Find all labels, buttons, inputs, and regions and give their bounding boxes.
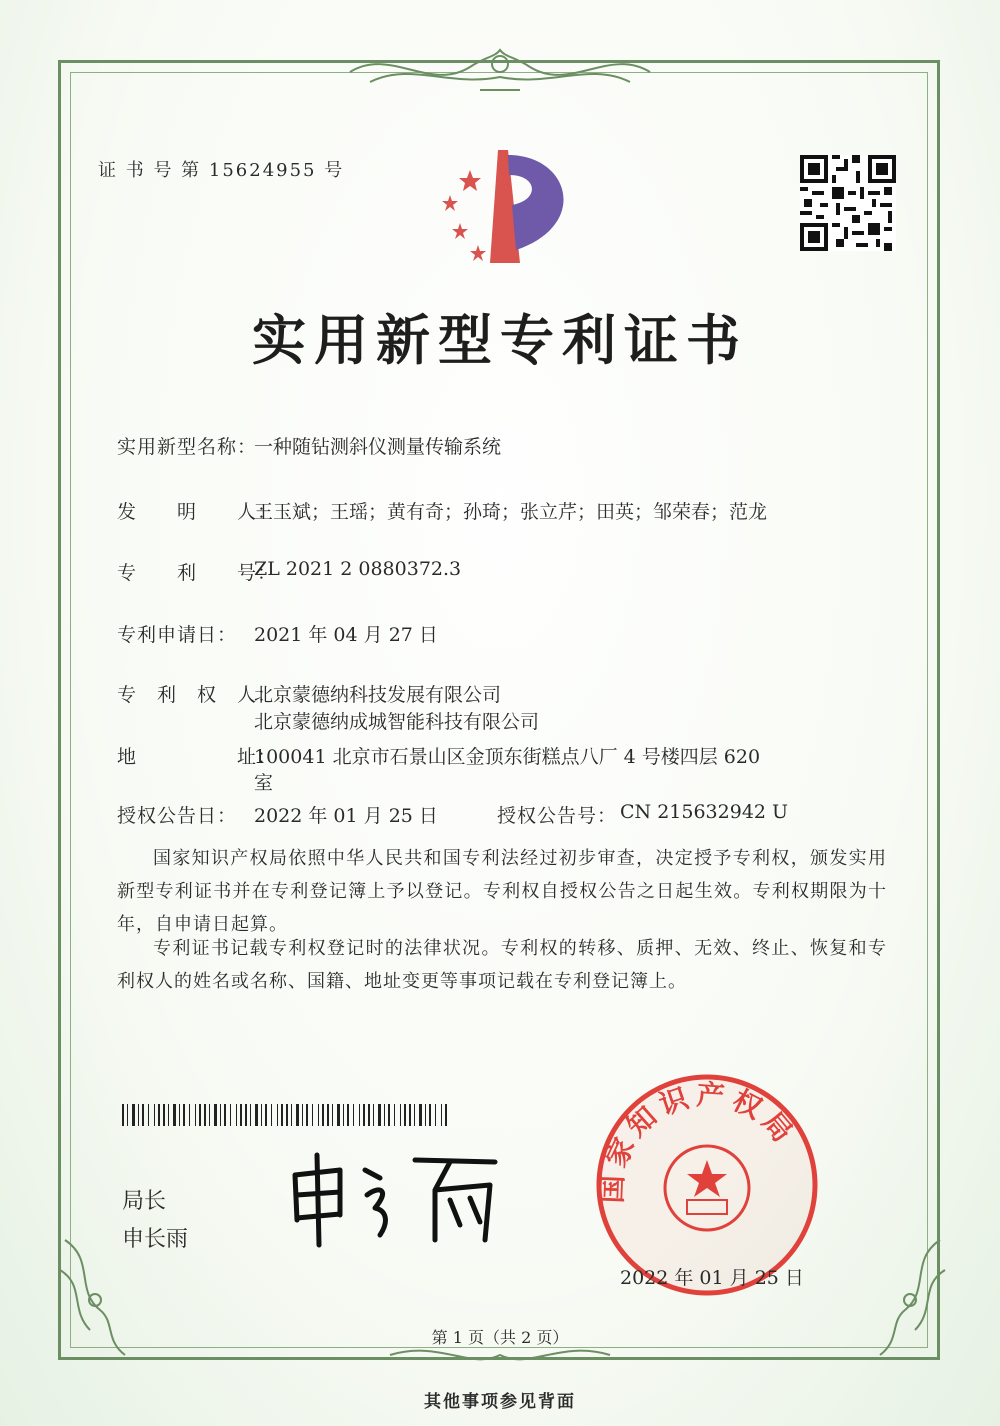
grant-date-label: 授权公告日： <box>117 805 238 827</box>
patentee-label: 专 利 权 人： <box>117 684 278 706</box>
application-date-value: 2021 年 04 月 27 日 <box>254 624 438 646</box>
top-ornament <box>330 42 670 97</box>
grant-number-label: 授权公告号： <box>497 805 618 827</box>
inventor-label: 发 明 人： <box>117 501 278 523</box>
application-date-label: 专利申请日： <box>117 624 238 646</box>
handwritten-signature <box>285 1140 515 1250</box>
barcode <box>122 1104 452 1126</box>
grant-number-value: CN 215632942 U <box>620 801 789 823</box>
director-name: 申长雨 <box>122 1227 189 1252</box>
patent-number-label: 专 利 号： <box>117 562 278 584</box>
utility-model-name-label: 实用新型名称： <box>117 436 258 458</box>
utility-model-name-value: 一种随钻测斜仪测量传输系统 <box>254 436 502 458</box>
body-paragraph-1: 国家知识产权局依照中华人民共和国专利法经过初步审查，决定授予专利权，颁发实用新型专利证书并在专利登记簿上予以登记。专利权自授权公告之日起生效。专利权期限为十年，自申请日起算。 <box>117 848 887 935</box>
svg-text:国家知识产权局: 国家知识产权局 <box>595 1078 803 1204</box>
back-note: 其他事项参见背面 <box>424 1392 576 1412</box>
certificate-number: 证 书 号 第 15624955 号 <box>98 160 345 181</box>
address-value-1: 100041 北京市石景山区金顶东街糕点八厂 4 号楼四层 620 <box>254 746 761 768</box>
director-title: 局长 <box>122 1189 167 1214</box>
cnipa-logo <box>420 145 580 270</box>
qr-code <box>800 155 896 251</box>
body-paragraph-2: 专利证书记载专利权登记时的法律状况。专利权的转移、质押、无效、终止、恢复和专利权人的姓名或名称、国籍、地址变更等事项记载在专利登记簿上。 <box>117 938 887 992</box>
inventor-value: 王玉斌；王瑶；黄有奇；孙琦；张立芹；田英；邹荣春；范龙 <box>254 501 768 523</box>
seal-date: 2022 年 01 月 25 日 <box>620 1267 804 1289</box>
patentee-value-1: 北京蒙德纳科技发展有限公司 <box>254 684 502 706</box>
page-number: 第 1 页（共 2 页） <box>431 1328 569 1347</box>
address-value-2: 室 <box>254 772 274 794</box>
address-label: 地 址： <box>117 746 278 768</box>
patent-number-value: ZL 2021 2 0880372.3 <box>254 558 462 580</box>
certificate-title: 实用新型专利证书 <box>252 309 748 372</box>
grant-date-value: 2022 年 01 月 25 日 <box>254 805 438 827</box>
patentee-value-2: 北京蒙德纳成城智能科技有限公司 <box>254 711 540 733</box>
